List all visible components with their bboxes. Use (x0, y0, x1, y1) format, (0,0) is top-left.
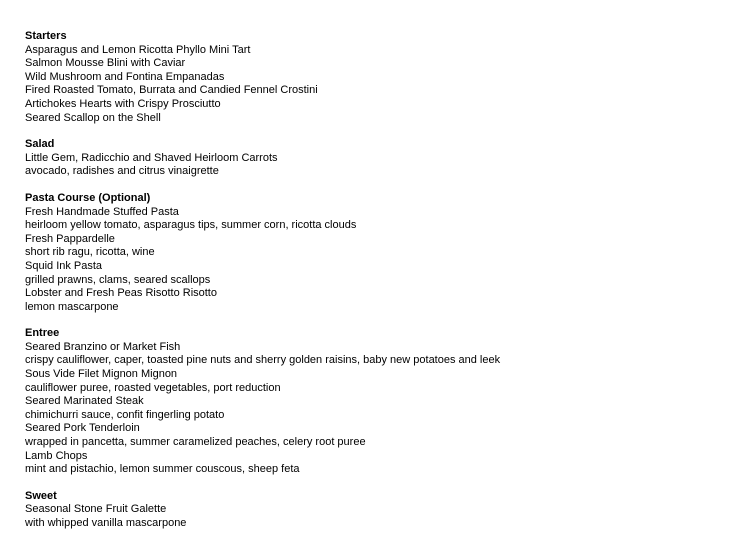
menu-item-description: avocado, radishes and citrus vinaigrette (25, 165, 219, 178)
menu-item: Asparagus and Lemon Ricotta Phyllo Mini Tart (25, 43, 251, 56)
menu-item-description: heirloom yellow tomato, asparagus tips, summer corn, ricotta clouds (25, 219, 357, 232)
menu-item: Seared Branzino or Market Fish (25, 340, 181, 353)
section-title-salad: Salad (25, 138, 55, 151)
section-title-starters: Starters (25, 30, 67, 42)
section-title-sweet: Sweet (25, 489, 57, 502)
menu-item: Salmon Mousse Blini with Caviar (25, 57, 186, 70)
section-entree (25, 327, 725, 477)
menu-item: Seared Pork Tenderloin (25, 422, 140, 435)
menu-item-description: crispy cauliflower, caper, toasted pine nuts and sherry golden raisins, baby new potatoes and leek (25, 354, 501, 367)
menu-document (25, 30, 725, 544)
menu-item: Sous Vide Filet Mignon Mignon (25, 368, 178, 381)
menu-item: Artichokes Hearts with Crispy Prosciutto (25, 97, 221, 110)
section-title-pasta-course: Pasta Course (Optional) (25, 191, 151, 204)
menu-item: Fired Roasted Tomato, Burrata and Candied Fennel Crostini (25, 84, 318, 97)
section-pasta-course (25, 192, 725, 314)
section-sweet (25, 490, 725, 531)
menu-item-description: with whipped vanilla mascarpone (25, 517, 187, 529)
menu-item: Seared Scallop on the Shell (25, 111, 161, 124)
menu-item: Squid Ink Pasta (25, 259, 103, 272)
section-title-entree: Entree (25, 327, 60, 340)
menu-item: Lobster and Fresh Peas Risotto Risotto (25, 287, 217, 300)
menu-item-description: short rib ragu, ricotta, wine (25, 246, 155, 259)
menu-item-description: lemon mascarpone (25, 300, 119, 313)
menu-item-description: grilled prawns, clams, seared scallops (25, 273, 211, 286)
menu-item-description: chimichurri sauce, confit fingerling potato (25, 408, 225, 421)
menu-item: Lamb Chops (25, 449, 88, 462)
menu-item: Seared Marinated Steak (25, 395, 144, 408)
menu-item-description: cauliflower puree, roasted vegetables, port reduction (25, 381, 281, 394)
menu-item-description: wrapped in pancetta, summer caramelized peaches, celery root puree (25, 436, 366, 449)
menu-item: Fresh Pappardelle (25, 232, 115, 245)
menu-item: Wild Mushroom and Fontina Empanadas (25, 70, 225, 83)
menu-item: Little Gem, Radicchio and Shaved Heirloom Carrots (25, 151, 278, 164)
menu-item: Seasonal Stone Fruit Galette (25, 503, 167, 516)
section-salad (25, 138, 725, 179)
section-starters (25, 30, 725, 125)
menu-item-description: mint and pistachio, lemon summer couscous, sheep feta (25, 463, 300, 476)
menu-item: Fresh Handmade Stuffed Pasta (25, 205, 179, 218)
